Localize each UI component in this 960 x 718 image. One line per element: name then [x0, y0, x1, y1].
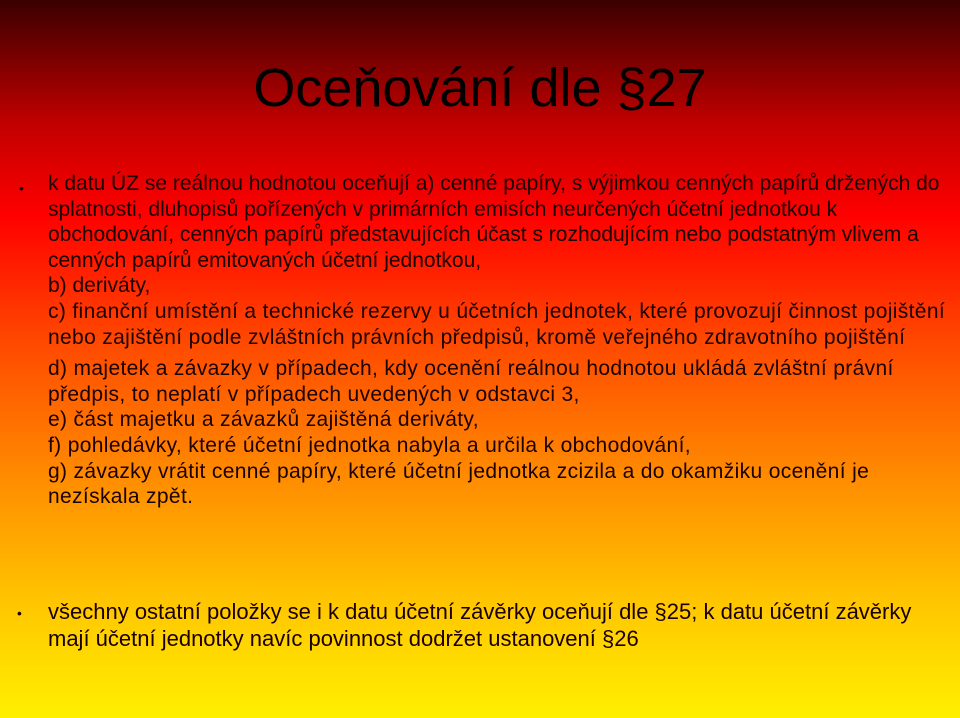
bullet-2-text: všechny ostatní položky se i k datu účetní závěrky oceňují dle §25; k datu účetní závěrky mají účetní jednotky navíc povinnost dodržet ustanovení §26 [48, 599, 912, 651]
bullet-1-item-g: g) závazky vrátit cenné papíry, které účetní jednotka zcizila a do okamžiku ocenění je nezískala zpět. [48, 459, 870, 509]
slide-title: Oceňování dle §27 [253, 58, 707, 118]
bullet-1-intro-and-item-a: k datu ÚZ se reálnou hodnotou oceňují a) cenné papíry, s výjimkou cenných papírů držených do splatnosti, dluhopisů pořízených v primárních emisích neurčených účetní jednotkou k obchodování, cenných papírů představujících účast s rozhodujícím nebo podstatným vlivem a cenných papírů emitovaných účetní jednotkou, [48, 172, 940, 272]
bullet-1-item-f: f) pohledávky, které účetní jednotka nabyla a určila k obchodování, [48, 433, 691, 457]
bullet-2-content [48, 598, 953, 652]
bullet-1-item-c: c) finanční umístění a technické rezervy u účetních jednotek, které provozují činnost pojištění nebo zajištění podle zvláštních právních předpisů, kromě veřejného zdravotního pojištění [48, 299, 946, 349]
bullet-1-content [48, 171, 953, 510]
bullet-1-item-b: b) deriváty, [48, 274, 151, 298]
bullet-marker: • [17, 605, 22, 621]
bullet-1-item-d: d) majetek a závazky v případech, kdy ocenění reálnou hodnotou ukládá zvláštní právní předpis, to neplatí v případech uvedených v odstavci 3, [48, 357, 894, 406]
bullet-1-item-e: e) část majetku a závazků zajištěná deriváty, [48, 408, 479, 432]
bullet-marker: • [19, 180, 24, 196]
